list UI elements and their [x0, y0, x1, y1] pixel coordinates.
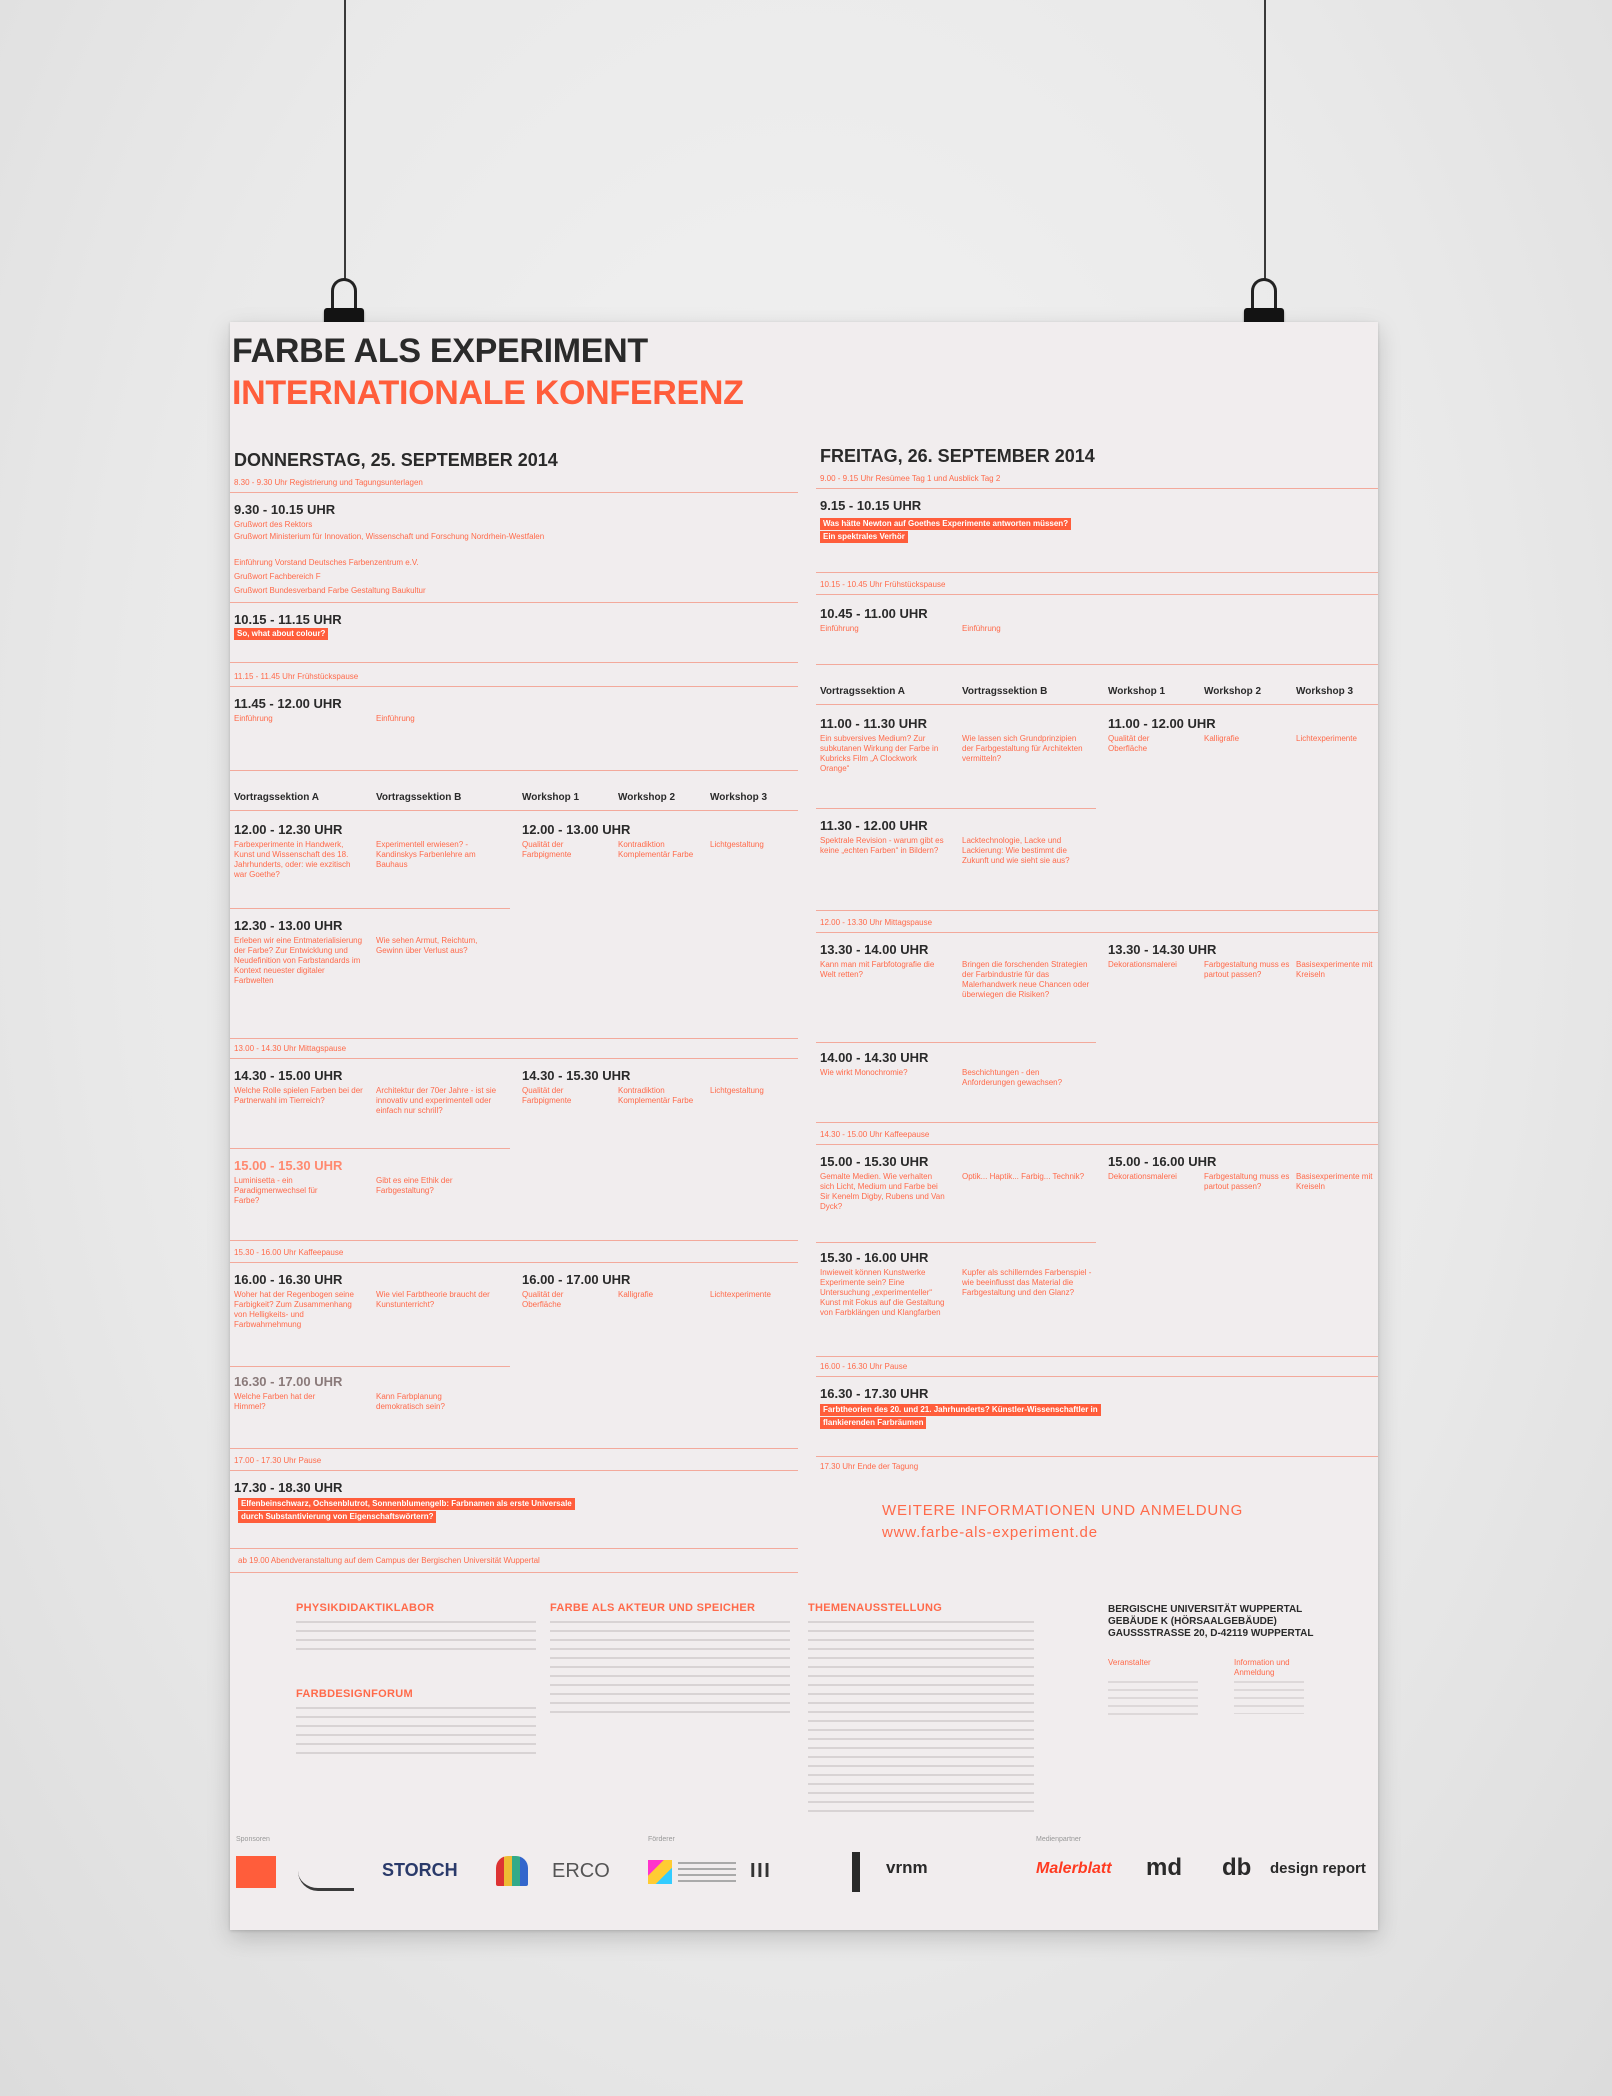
label-sponsoren: Sponsoren	[236, 1836, 270, 1843]
d1-slot-1730: 17.30 - 18.30 UHR	[234, 1480, 343, 1495]
day2-intro: 9.00 - 9.15 Uhr Resümee Tag 1 und Ausblick Tag 2	[820, 474, 1001, 483]
d2-1130-a: Spektrale Revision - warum gibt es keine „echten Farben“ in Bildern?	[820, 836, 944, 855]
d2-ws-1330: 13.30 - 14.30 UHR	[1108, 942, 1217, 957]
d2-slot-1630: 16.30 - 17.30 UHR	[820, 1386, 929, 1401]
d1-w1430-3: Lichtgestaltung	[710, 1086, 764, 1095]
d2-col-w3: Workshop 3	[1296, 686, 1354, 697]
d1-w1600-3: Lichtexperimente	[710, 1290, 771, 1299]
d1-col-va: Vortragssektion A	[234, 792, 320, 803]
d2-slot-1045: 10.45 - 11.00 UHR	[820, 606, 928, 621]
d2-col-w1: Workshop 1	[1108, 686, 1166, 697]
d2-slot-1130: 11.30 - 12.00 UHR	[820, 818, 928, 833]
media-logo-db: db	[1222, 1854, 1252, 1881]
media-logo-malerblatt: Malerblatt	[1036, 1860, 1112, 1877]
d2-1330-b: Bringen die forschenden Strategien der Farbindustrie für das Malerhandwerk neue Chancen oder überwiegen die Risiken?	[962, 960, 1090, 999]
d1-1430-b: Architektur der 70er Jahre - ist sie innovativ und experimentell oder einfach nur schrill?	[376, 1086, 497, 1115]
d1-1230-a: Erleben wir eine Entmaterialisierung der Farbe? Zur Entwicklung und Neudefinition von Farbstandards im Kontext neuester digitaler Farbwelten	[234, 936, 363, 985]
d1-1500-b: Gibt es eine Ethik der Farbgestaltung?	[376, 1176, 453, 1195]
d1-slot-1600: 16.00 - 16.30 UHR	[234, 1272, 343, 1287]
d2-w1500-2: Farbgestaltung muss es partout passen?	[1204, 1172, 1290, 1191]
d2-1500-a: Gemalte Medien. Wie verhalten sich Licht, Medium und Farbe bei Sir Kenelm Digby, Rubens und Van Dyck?	[820, 1172, 945, 1211]
d1-1600-b: Wie viel Farbtheorie braucht der Kunstunterricht?	[376, 1290, 490, 1309]
d1-1145-a: Einführung	[234, 714, 273, 723]
d1-col-w2: Workshop 2	[618, 792, 676, 803]
d1-1200-b: Experimentell erwiesen? - Kandinskys Farbenlehre am Bauhaus	[376, 840, 476, 869]
d2-end: 17.30 Uhr Ende der Tagung	[820, 1462, 919, 1471]
d1-break1: 11.15 - 11.45 Uhr Frühstückspause	[234, 672, 359, 681]
d2-1045-a: Einführung	[820, 624, 859, 633]
poster-subtitle: INTERNATIONALE KONFERENZ	[232, 374, 744, 412]
d1-1230-b: Wie sehen Armut, Reichtum, Gewinn über Verlust aus?	[376, 936, 478, 955]
d1-1015-talk: So, what about colour?	[234, 628, 328, 640]
conference-poster	[230, 322, 1378, 1930]
sponsor-logo-caparol	[496, 1856, 528, 1886]
d1-evening: ab 19.00 Abendveranstaltung auf dem Campus der Bergischen Universität Wuppertal	[238, 1556, 540, 1565]
sponsor-logo-storch: STORCH	[382, 1860, 458, 1880]
d2-w1330-1: Dekorationsmalerei	[1108, 960, 1177, 969]
d2-col-w2: Workshop 2	[1204, 686, 1262, 697]
d1-slot-930: 9.30 - 10.15 UHR	[234, 502, 336, 517]
d1-slot-1430: 14.30 - 15.00 UHR	[234, 1068, 343, 1083]
section-themenausstellung: THEMENAUSSTELLUNG	[808, 1602, 943, 1614]
section-physikdidaktiklabor: PHYSIKDIDAKTIKLABOR	[296, 1602, 435, 1614]
d2-w1330-3: Basisexperimente mit Kreiseln	[1296, 960, 1373, 979]
d1-1500-a: Luminisetta - ein Paradigmenwechsel für Farbe?	[234, 1176, 318, 1205]
d2-col-va: Vortragssektion A	[820, 686, 906, 697]
foerderer-logo-bundesverband	[648, 1860, 672, 1884]
d1-930-item2: Grußwort Ministerium für Innovation, Wissenschaft und Forschung Nordrhein-Westfalen	[234, 532, 545, 541]
day1-registration: 8.30 - 9.30 Uhr Registrierung und Tagungsunterlagen	[234, 478, 423, 487]
sponsor-logo-orange	[236, 1856, 276, 1888]
foerderer-bundesverband-text	[678, 1860, 736, 1882]
d1-w1200-1: Qualität der Farbpigmente	[522, 840, 572, 859]
d1-1630-a: Welche Farben hat der Himmel?	[234, 1392, 316, 1411]
d1-pause: 17.00 - 17.30 Uhr Pause	[234, 1456, 322, 1465]
section-farbdesign-text	[296, 1704, 536, 1758]
address-line3: GAUSSSTRASSE 20, D-42119 WUPPERTAL	[1108, 1628, 1314, 1639]
d2-ws-1100: 11.00 - 12.00 UHR	[1108, 716, 1216, 731]
d1-1730-talk2: durch Substantivierung von Eigenschaftswörtern?	[238, 1511, 436, 1523]
d2-1530-b: Kupfer als schillerndes Farbenspiel - wie beeinflusst das Material die Farbgestaltung und den Glanz?	[962, 1268, 1092, 1297]
day1-date: DONNERSTAG, 25. SEPTEMBER 2014	[234, 450, 558, 470]
d2-1400-a: Wie wirkt Monochromie?	[820, 1068, 908, 1077]
label-medienpartner: Medienpartner	[1036, 1836, 1082, 1843]
section-farbdesignforum: FARBDESIGNFORUM	[296, 1688, 413, 1700]
d1-slot-1200: 12.00 - 12.30 UHR	[234, 822, 343, 837]
d2-1330-a: Kann man mit Farbfotografie die Welt retten?	[820, 960, 935, 979]
d2-break1: 10.15 - 10.45 Uhr Frühstückspause	[820, 580, 946, 589]
d2-slot-1330: 13.30 - 14.00 UHR	[820, 942, 929, 957]
d1-col-w1: Workshop 1	[522, 792, 580, 803]
d1-1730-talk1: Elfenbeinschwarz, Ochsenblutrot, Sonnenblumengelb: Farbnamen als erste Universale	[238, 1498, 575, 1510]
info-heading: WEITERE INFORMATIONEN UND ANMELDUNG	[882, 1502, 1244, 1519]
d1-930-item5: Grußwort Bundesverband Farbe Gestaltung Baukultur	[234, 586, 426, 595]
d2-1630-talk1: Farbtheorien des 20. und 21. Jahrhunderts? Künstler-Wissenschaftler in	[820, 1404, 1101, 1416]
d2-1100-b: Wie lassen sich Grundprinzipien der Farbgestaltung für Architekten vermitteln?	[962, 734, 1083, 763]
d2-slot-1400: 14.00 - 14.30 UHR	[820, 1050, 929, 1065]
organizer-text	[1108, 1678, 1198, 1718]
d2-1045-b: Einführung	[962, 624, 1001, 633]
d2-w1100-3: Lichtexperimente	[1296, 734, 1357, 743]
d1-1430-a: Welche Rolle spielen Farben bei der Partnerwahl im Tierreich?	[234, 1086, 363, 1105]
d2-1630-talk2: flankierenden Farbräumen	[820, 1417, 926, 1429]
d2-coffee: 14.30 - 15.00 Uhr Kaffeepause	[820, 1130, 930, 1139]
address-line2: GEBÄUDE K (HÖRSAALGEBÄUDE)	[1108, 1616, 1277, 1627]
d1-col-vb: Vortragssektion B	[376, 792, 462, 803]
d2-pause: 16.00 - 16.30 Uhr Pause	[820, 1362, 908, 1371]
d2-1500-b: Optik... Haptik... Farbig... Technik?	[962, 1172, 1085, 1181]
d1-w1600-2: Kalligrafie	[618, 1290, 654, 1299]
d1-930-item1: Grußwort des Rektors	[234, 520, 313, 529]
media-logo-design-report: design report	[1270, 1860, 1366, 1877]
sponsor-logo-erco: ERCO	[552, 1860, 610, 1882]
foerderer-logo-iiw: I I I	[750, 1860, 768, 1882]
hanging-wire-right	[1264, 0, 1266, 280]
section-themen-text	[808, 1618, 1034, 1814]
d2-slot-1500: 15.00 - 15.30 UHR	[820, 1154, 929, 1169]
d2-w1100-1: Qualität der Oberfläche	[1108, 734, 1150, 753]
d1-930-item4: Grußwort Fachbereich F	[234, 572, 321, 581]
d2-col-vb: Vortragssektion B	[962, 686, 1048, 697]
d2-ws-1500: 15.00 - 16.00 UHR	[1108, 1154, 1217, 1169]
d2-slot-1100: 11.00 - 11.30 UHR	[820, 716, 927, 731]
d2-915-talk2: Ein spektrales Verhör	[820, 531, 908, 543]
address-line1: BERGISCHE UNIVERSITÄT WUPPERTAL	[1108, 1604, 1303, 1615]
d1-lunch: 13.00 - 14.30 Uhr Mittagspause	[234, 1044, 347, 1053]
info-url[interactable]: www.farbe-als-experiment.de	[882, 1524, 1098, 1541]
d1-slot-1630: 16.30 - 17.00 UHR	[234, 1374, 343, 1389]
d1-slot-1230: 12.30 - 13.00 UHR	[234, 918, 343, 933]
d1-1200-a: Farbexperimente in Handwerk, Kunst und Wissenschaft des 18. Jahrhunderts, oder: wie exzitisch war Goethe?	[234, 840, 351, 879]
label-foerderer: Förderer	[648, 1836, 675, 1843]
d2-w1500-3: Basisexperimente mit Kreiseln	[1296, 1172, 1373, 1191]
d1-col-w3: Workshop 3	[710, 792, 768, 803]
d2-w1500-1: Dekorationsmalerei	[1108, 1172, 1177, 1181]
d2-w1100-2: Kalligrafie	[1204, 734, 1240, 743]
foerderer-logo-vrnm: vrnm	[886, 1858, 928, 1877]
d1-slot-1500: 15.00 - 15.30 UHR	[234, 1158, 343, 1173]
label-info-anmeldung: Information und Anmeldung	[1234, 1658, 1290, 1677]
d1-w1600-1: Qualität der Oberfläche	[522, 1290, 564, 1309]
d2-915-talk1: Was hätte Newton auf Goethes Experimente antworten müssen?	[820, 518, 1071, 530]
d2-1530-a: Inwieweit können Kunstwerke Experimente sein? Eine Untersuchung „experimenteller“ Kunst mit Fokus auf die Gestaltung von Farbklängen und Klangfarben	[820, 1268, 945, 1317]
d1-1630-b: Kann Farbplanung demokratisch sein?	[376, 1392, 445, 1411]
sponsor-logo-j	[298, 1858, 354, 1891]
foerderer-logo-tower	[852, 1852, 860, 1892]
d1-1145-b: Einführung	[376, 714, 415, 723]
d2-lunch: 12.00 - 13.30 Uhr Mittagspause	[820, 918, 933, 927]
d2-slot-1530: 15.30 - 16.00 UHR	[820, 1250, 929, 1265]
d1-ws-1600: 16.00 - 17.00 UHR	[522, 1272, 631, 1287]
d2-1400-b: Beschichtungen - den Anforderungen gewachsen?	[962, 1068, 1063, 1087]
day2-date: FREITAG, 26. SEPTEMBER 2014	[820, 446, 1095, 466]
d1-ws-1430: 14.30 - 15.30 UHR	[522, 1068, 631, 1083]
d1-1600-a: Woher hat der Regenbogen seine Farbigkeit? Zum Zusammenhang von Helligkeits- und Farbwahrnehmung	[234, 1290, 354, 1329]
d2-slot-915: 9.15 - 10.15 UHR	[820, 498, 922, 513]
d1-coffee: 15.30 - 16.00 Uhr Kaffeepause	[234, 1248, 344, 1257]
d1-w1200-3: Lichtgestaltung	[710, 840, 764, 849]
d1-slot-1145: 11.45 - 12.00 UHR	[234, 696, 342, 711]
media-logo-md: md	[1146, 1854, 1182, 1881]
d2-w1330-2: Farbgestaltung muss es partout passen?	[1204, 960, 1290, 979]
contact-text	[1234, 1678, 1304, 1714]
label-veranstalter: Veranstalter	[1108, 1658, 1151, 1667]
d1-930-item3: Einführung Vorstand Deutsches Farbenzentrum e.V.	[234, 558, 419, 567]
d1-w1430-2: Kontradiktion Komplementär Farbe	[618, 1086, 694, 1105]
section-akteur-text	[550, 1618, 790, 1718]
section-physik-text	[296, 1618, 536, 1654]
d1-w1430-1: Qualität der Farbpigmente	[522, 1086, 572, 1105]
d2-1130-b: Lacktechnologie, Lacke und Lackierung: Wie bestimmt die Zukunft und wie sieht sie aus?	[962, 836, 1070, 865]
section-farbe-akteur: FARBE ALS AKTEUR UND SPEICHER	[550, 1602, 756, 1614]
d2-1100-a: Ein subversives Medium? Zur subkutanen Wirkung der Farbe in Kubricks Film „A Clockwork Orange“	[820, 734, 939, 773]
d1-w1200-2: Kontradiktion Komplementär Farbe	[618, 840, 694, 859]
hanging-wire-left	[344, 0, 346, 280]
d1-slot-1015: 10.15 - 11.15 UHR	[234, 612, 342, 627]
d1-ws-1200: 12.00 - 13.00 UHR	[522, 822, 631, 837]
poster-title: FARBE ALS EXPERIMENT	[232, 332, 648, 370]
